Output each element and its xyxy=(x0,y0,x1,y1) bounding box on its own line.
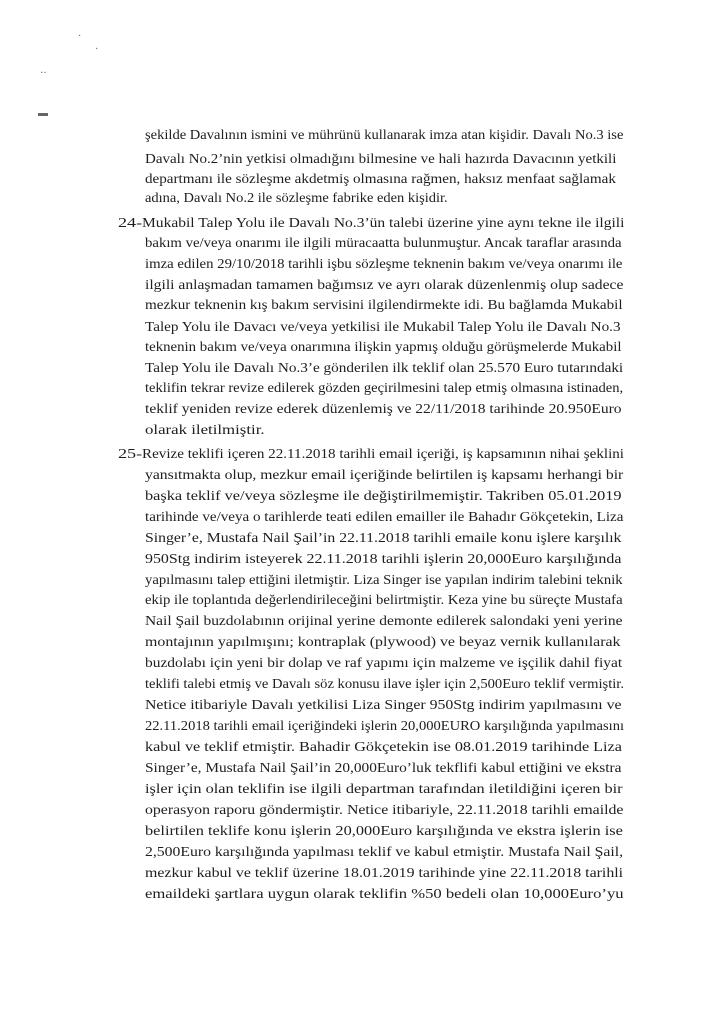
text-line: teklifi talebi etmiş ve Davalı söz konusu ilave işler için 2,500Euro teklif vermiştir. xyxy=(145,676,624,691)
text-line: Talep Yolu ile Davalı No.3’e gönderilen ilk teklif olan 25.570 Euro tutarındaki xyxy=(145,360,624,375)
text-line: emaildeki şartlara uygun olarak teklifin %50 bedeli olan 10,000Euro’yu xyxy=(145,886,624,901)
text-line: montajının yapılmışını; kontraplak (plywood) ve beyaz vernik kullanılarak xyxy=(145,634,621,649)
text-line: Singer’e, Mustafa Nail Şail’in 22.11.2018 tarihli emaile konu işlere karşılık xyxy=(145,530,622,545)
text-line: 2,500Euro karşılığında yapılması teklif ve kabul etmiştir. Mustafa Nail Şail, xyxy=(145,844,624,859)
text-line: imza edilen 29/10/2018 tarihli işbu sözleşme teknenin bakım ve/veya onarımı ile xyxy=(145,256,623,271)
text-line: mezkur teknenin kış bakım servisini ilgilendirmekte idi. Bu bağlamda Mukabil xyxy=(145,297,623,312)
scan-speck: ‥ xyxy=(40,65,47,76)
text-line: tarihinde ve/veya o tarihlerde teati edilen emailler ile Bahadır Gökçetekin, Liza xyxy=(145,509,624,524)
text-line: teknenin bakım ve/veya onarımına ilişkin yapmış olduğu görüşmelerde Mukabil xyxy=(145,339,622,354)
scan-speck: · xyxy=(95,44,99,55)
text-line: başka teklif ve/veya sözleşme ile değiştirilmemiştir. Takriben 05.01.2019 xyxy=(145,488,622,503)
text-line: Talep Yolu ile Davacı ve/veya yetkilisi ile Mukabil Talep Yolu ile Davalı No.3 xyxy=(145,319,621,334)
text-line: Nail Şail buzdolabının orijinal yerine demonte edilerek salondaki yeni yerine xyxy=(145,613,623,628)
text-line: ilgili anlaşmadan tamamen bağımsız ve ayrı olarak düzenlenmiş olup sadece xyxy=(145,277,624,292)
scan-speck: ▬ xyxy=(38,108,48,119)
text-line: bakım ve/veya onarımı ile ilgili müracaatta bulunmuştur. Ancak taraflar arasında xyxy=(145,235,622,250)
text-line: Mukabil Talep Yolu ile Davalı No.3’ün talebi üzerine yine aynı tekne ile ilgili xyxy=(142,215,625,230)
paragraph-number: 25- xyxy=(118,446,143,461)
text-line: mezkur kabul ve teklif üzerine 18.01.2019 tarihinde yine 22.11.2018 tarihli xyxy=(145,865,624,880)
text-line: teklif yeniden revize ederek düzenlemiş ve 22/11/2018 tarihinde 20.950Euro xyxy=(145,401,622,416)
text-line: Davalı No.2’nin yetkisi olmadığını bilmesine ve hali hazırda Davacının yetkili xyxy=(145,151,617,166)
text-line: şekilde Davalının ismini ve mührünü kullanarak imza atan kişidir. Davalı No.3 ise xyxy=(145,127,624,142)
text-line: olarak iletilmiştir. xyxy=(145,422,265,437)
text-line: yapılmasını talep ettiğini iletmiştir. Liza Singer ise yapılan indirim talebini teknik xyxy=(145,572,623,587)
text-line: belirtilen teklife konu işlerin 20,000Euro karşılığında ve ekstra işlerin ise xyxy=(145,823,623,838)
text-line: departmanı ile sözleşme akdetmiş olmasına rağmen, haksız menfaat sağlamak xyxy=(145,171,616,186)
text-line: buzdolabı için yeni bir dolap ve raf yapımı için malzeme ve işçilik dahil fiyat xyxy=(145,655,623,670)
text-line: işler için olan teklifin ise ilgili departman tarafından iletildiğini içeren bir xyxy=(145,781,623,796)
text-line: adına, Davalı No.2 ile sözleşme fabrike eden kişidir. xyxy=(145,190,448,205)
text-line: kabul ve teklif etmiştir. Bahadir Gökçetekin ise 08.01.2019 tarihinde Liza xyxy=(145,739,622,754)
text-line: Revize teklifi içeren 22.11.2018 tarihli email içeriği, iş kapsamının nihai şeklini xyxy=(142,446,625,461)
text-line: Netice itibariyle Davalı yetkilisi Liza Singer 950Stg indirim yapılmasını ve xyxy=(145,697,622,712)
text-line: operasyon raporu göndermiştir. Netice itibariyle, 22.11.2018 tarihli emailde xyxy=(145,802,624,817)
scan-speck: · xyxy=(78,31,82,42)
text-line: Singer’e, Mustafa Nail Şail’in 20,000Euro’luk tekflifi kabul ettiğini ve ekstra xyxy=(145,760,622,775)
paragraph-number: 24- xyxy=(118,215,143,230)
text-line: ekip ile toplantıda değerlendirileceğini belirtmiştir. Keza yine bu süreçte Mustafa xyxy=(145,592,623,607)
text-line: 950Stg indirim isteyerek 22.11.2018 tarihli işlerin 20,000Euro karşılığında xyxy=(145,551,622,566)
text-line: teklifin tekrar revize edilerek gözden geçirilmesini talep etmiş olmasına istinaden, xyxy=(145,380,624,395)
text-line: yansıtmakta olup, mezkur email içeriğinde belirtilen iş kapsamı herhangi bir xyxy=(145,467,624,482)
text-line: 22.11.2018 tarihli email içeriğindeki işlerin 20,000EURO karşılığında yapılmasını xyxy=(145,718,625,733)
